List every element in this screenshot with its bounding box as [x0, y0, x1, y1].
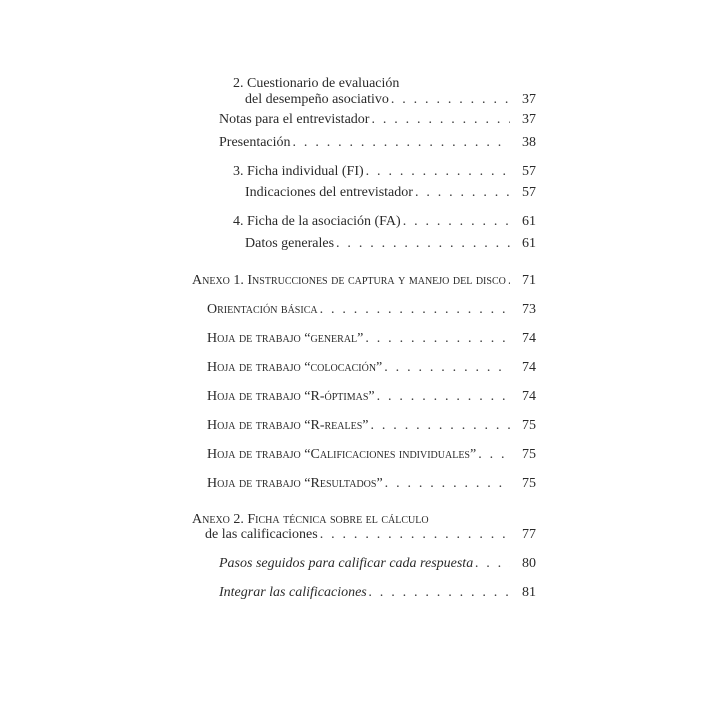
toc-page-number: 37 — [522, 112, 536, 127]
toc-entry-title: Hoja de trabajo “colocación” — [207, 360, 383, 375]
toc-page-number: 75 — [522, 418, 536, 433]
leader-dots — [293, 135, 510, 151]
toc-entry-title: 3. Ficha individual (FI) — [233, 164, 364, 179]
toc-entry-13 — [207, 447, 536, 463]
toc-entry-14 — [207, 476, 536, 492]
leader-dots — [391, 92, 510, 108]
toc-page-number: 74 — [522, 360, 536, 375]
toc-page-number: 37 — [522, 92, 536, 107]
toc-entry-title: Hoja de trabajo “general” — [207, 331, 364, 346]
toc-entry-title: del desempeño asociativo — [245, 92, 389, 107]
leader-dots — [403, 214, 510, 230]
toc-entry-title: Notas para el entrevistador — [219, 112, 370, 127]
leader-dots — [377, 389, 510, 405]
toc-entry-12 — [207, 418, 536, 434]
leader-dots — [475, 556, 510, 572]
toc-entry-17 — [219, 585, 536, 601]
toc-page-number: 75 — [522, 476, 536, 491]
toc-page-number: 57 — [522, 164, 536, 179]
toc-entry-0-line1: 2. Cuestionario de evaluación — [233, 76, 400, 91]
toc-entry-8 — [207, 302, 536, 318]
toc-entry-4 — [245, 185, 536, 201]
toc-entry-title: 4. Ficha de la asociación (FA) — [233, 214, 401, 229]
leader-dots — [365, 331, 510, 347]
toc-entry-title: Hoja de trabajo “Resultados” — [207, 476, 383, 491]
toc-entry-2 — [219, 135, 536, 151]
leader-dots — [371, 112, 510, 128]
toc-page-number: 75 — [522, 447, 536, 462]
toc-entry-title: Hoja de trabajo “R-óptimas” — [207, 389, 375, 404]
leader-dots — [384, 360, 510, 376]
leader-dots — [385, 476, 510, 492]
leader-dots — [320, 527, 510, 543]
toc-entry-title: Integrar las calificaciones — [219, 585, 367, 600]
toc-page-number: 74 — [522, 389, 536, 404]
toc-entry-title: de las calificaciones — [205, 527, 318, 542]
toc-entry-title: Orientación básica — [207, 302, 318, 317]
leader-dots — [320, 302, 510, 318]
leader-dots — [415, 185, 510, 201]
toc-page-number: 81 — [522, 585, 536, 600]
toc-entry-title: Presentación — [219, 135, 291, 150]
leader-dots — [336, 236, 510, 252]
toc-entry-11 — [207, 389, 536, 405]
toc-page-number: 71 — [522, 273, 536, 288]
toc-entry-7 — [192, 273, 536, 289]
toc-entry-16 — [219, 556, 536, 572]
toc-page-number: 38 — [522, 135, 536, 150]
toc-entry-9 — [207, 331, 536, 347]
toc-entry-title: Hoja de trabajo “R-reales” — [207, 418, 369, 433]
toc-page-number: 61 — [522, 236, 536, 251]
toc-entry-6 — [245, 236, 536, 252]
toc-page-number: 73 — [522, 302, 536, 317]
toc-entry-title: Indicaciones del entrevistador — [245, 185, 413, 200]
toc-page-number: 57 — [522, 185, 536, 200]
toc-entry-1 — [219, 112, 536, 128]
leader-dots — [478, 447, 510, 463]
toc-entry-10 — [207, 360, 536, 376]
leader-dots — [366, 164, 510, 180]
toc-entry-3 — [233, 164, 536, 180]
toc-entry-title: Hoja de trabajo “Calificaciones individuales” — [207, 447, 477, 462]
toc-entry-5 — [233, 214, 536, 230]
leader-dots — [371, 418, 511, 434]
toc-entry-title: Anexo 1. Instrucciones de captura y manejo del disco — [192, 273, 506, 288]
toc-entry-15 — [205, 527, 536, 543]
toc-entry-title: Datos generales — [245, 236, 335, 251]
toc-page-number: 80 — [522, 556, 536, 571]
toc-entry-15-line1: Anexo 2. Ficha técnica sobre el cálculo — [192, 512, 429, 527]
toc-page-number: 61 — [522, 214, 536, 229]
toc-entry-0 — [245, 92, 536, 108]
toc-entry-title: Pasos seguidos para calificar cada respuesta — [219, 556, 474, 571]
toc-page-number: 77 — [522, 527, 536, 542]
leader-dots — [369, 585, 510, 601]
toc-page-number: 74 — [522, 331, 536, 346]
